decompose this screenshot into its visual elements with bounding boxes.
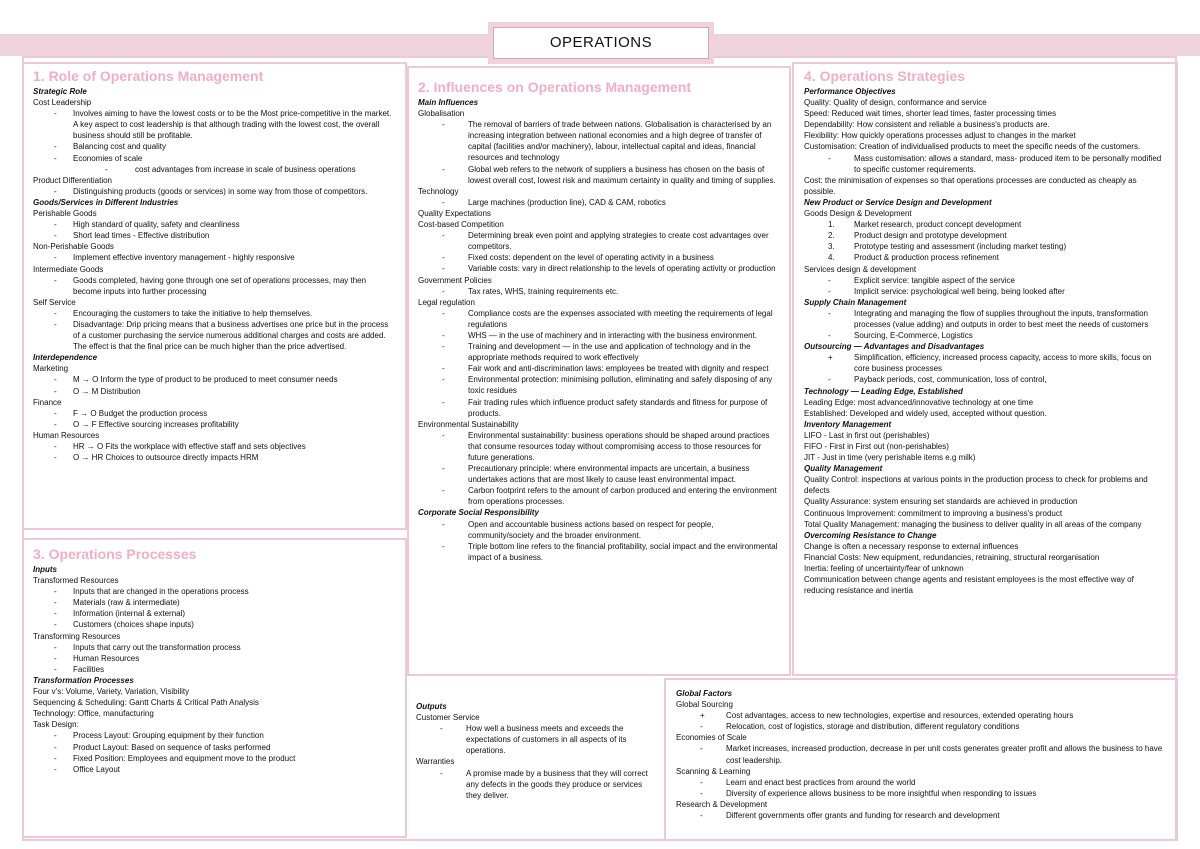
label: Customer Service [416, 713, 480, 723]
bullet: - A promise made by a business that they will correct any defects in the goods they produce or services they deliver. [440, 768, 648, 800]
label: Finance [33, 397, 62, 407]
bullet: - Facilities [54, 664, 105, 674]
bullet: - Process Layout: Grouping equipment by their function [54, 731, 264, 741]
text-line: Speed: Reduced wait times, shorter lead times, faster processing times [804, 109, 1057, 119]
bullet: - Distinguishing products (goods or services) in some way from those of competitors. [54, 186, 368, 196]
label: Services design & development [804, 264, 917, 274]
label: Goods Design & Development [804, 209, 912, 219]
bullet: - Sourcing, E-Commerce, Logistics [828, 331, 973, 341]
bullet: - Involves aiming to have the lowest costs or to be the Most price-competitive in the market. A key aspect to cost leadership is that although trading with the lowest cost, the overall business should still be profitable. [54, 109, 392, 141]
section-heading: 4. Operations Strategies [804, 68, 966, 84]
text-line: Change is often a necessary response to external influences [804, 541, 1019, 551]
section-heading: 3. Operations Processes [33, 546, 197, 562]
section-influences [407, 66, 791, 676]
bullet: - The removal of barriers of trade between nations. Globalisation is characterised by an increasing integration between national economies and a high degree of transfer of capital (facilities and/or machinery), labour, intellectual capital and ideas, financial resources and technology [442, 120, 772, 163]
text-line: Dependability: How consistent and reliable a business's products are. [804, 120, 1050, 130]
bullet: - Mass customisation: allows a standard, mass- produced item to be personally modified to specific customer requirements. [828, 153, 1162, 174]
subheading: Supply Chain Management [804, 297, 907, 307]
bullet: - Balancing cost and quality [54, 142, 166, 152]
subheading: Quality Management [804, 464, 883, 474]
bullet: - Different governments offer grants and funding for research and development [700, 811, 1000, 821]
bullet: - Fixed costs: dependent on the level of operating activity in a business [442, 253, 714, 263]
bullet: - How well a business meets and exceeds the expectations of customers in all aspects of its operations. [440, 724, 627, 756]
label: Research & Development [676, 799, 768, 809]
section-operations-strategies [792, 62, 1178, 676]
subheading: Goods/Services in Different Industries [33, 197, 179, 207]
label: Human Resources [33, 430, 100, 440]
numbered-item: 3. Prototype testing and assessment (including market testing) [828, 242, 1067, 252]
label: Warranties [416, 757, 455, 767]
subheading: Technology — Leading Edge, Established [804, 386, 963, 396]
bullet: - Inputs that carry out the transformation process [54, 642, 241, 652]
bullet: - Materials (raw & intermediate) [54, 598, 180, 608]
bullet: - Encouraging the customers to take the initiative to help themselves. [54, 308, 313, 318]
text-line: Inertia: feeling of uncertainty/fear of unknown [804, 564, 964, 574]
bullet: - Triple bottom line refers to the financial profitability, social impact and the environmental impact of a business. [442, 541, 778, 562]
bullet: - Environmental protection: minimising pollution, eliminating and safely disposing of any toxic residues [442, 375, 773, 396]
text-line: Four v's: Volume, Variety, Variation, Visibility [33, 687, 190, 697]
bullet: - Implicit service: psychological well being, being looked after [828, 286, 1065, 296]
label: Transforming Resources [33, 631, 121, 641]
text-line: Flexibility: How quickly operations processes adjust to changes in the market [804, 131, 1076, 141]
label: Transformed Resources [33, 576, 119, 586]
text-line: Continuous Improvement: commitment to improving a business's product [804, 508, 1063, 518]
subheading: Outputs [416, 702, 447, 711]
section-operations-processes [22, 538, 407, 838]
bullet: - Open and accountable business actions based on respect for people, community/society and the broader environment. [442, 519, 714, 540]
section-heading: 2. Influences on Operations Management [418, 79, 692, 95]
bullet: - Fair trading rules which influence product safety standards and fitness for purpose of products. [442, 397, 768, 418]
bullet: - O → F Effective sourcing increases profitability [54, 419, 239, 429]
bullet: - HR → O Fits the workplace with effective staff and sets objectives [54, 442, 306, 451]
subheading: Transformation Processes [33, 675, 134, 685]
label: Intermediate Goods [33, 264, 104, 274]
subheading: Interdependence [33, 353, 98, 363]
bullet: - Payback periods, cost, communication, loss of control, [828, 375, 1047, 385]
label: Global Sourcing [676, 700, 733, 710]
label: Task Design: [33, 720, 79, 730]
bullet: - Product Layout: Based on sequence of tasks performed [54, 742, 271, 752]
subheading: Outsourcing — Advantages and Disadvantages [804, 342, 985, 352]
bullet: - Learn and enact best practices from around the world [700, 777, 916, 787]
bullet: - Market increases, increased production, decrease in per unit costs generates greater profit and allows the business to have cost leadership. [700, 744, 1163, 765]
section-global-factors [664, 678, 1178, 841]
bullet: - M → O Inform the type of product to be produced to meet consumer needs [54, 375, 338, 385]
label: Government Policies [418, 275, 492, 285]
text-line: FIFO - First in First out (non-perishables) [804, 442, 949, 451]
section-heading: 1. Role of Operations Management [33, 68, 264, 84]
text-line: LIFO - Last in first out (perishables) [804, 430, 930, 440]
subheading: Main Influences [418, 98, 479, 107]
numbered-item: 2. Product design and prototype development [828, 231, 1007, 241]
bullet: - Tax rates, WHS, training requirements etc. [442, 286, 619, 296]
bullet: - Fixed Position: Employees and equipment move to the product [54, 753, 296, 763]
label: Technology [418, 186, 459, 196]
bullet: + Cost advantages, access to new technologies, expertise and resources, extended operating hours [700, 711, 1074, 721]
bullet: - Disadvantage: Drip pricing means that a business advertises one price but in the process of a customer purchasing the service numerous additional charges and costs are added. The effect is that the final price can be much higher than the price advertised. [54, 319, 389, 352]
bullet: - Economies of scale [54, 153, 143, 163]
label: Self Service [33, 297, 76, 307]
numbered-item: 4. Product & production process refinement [828, 253, 999, 263]
bullet: - Environmental sustainability: business operations should be shaped around practices that consume resources today without compromising access to those resources for future generations. [442, 430, 770, 462]
label: Environmental Sustainability [418, 419, 519, 429]
numbered-item: 1. Market research, product concept development [828, 220, 1022, 230]
subheading: Inventory Management [804, 419, 892, 429]
bullet: - Carbon footprint refers to the amount of carbon produced and entering the environment from operations processes. [442, 486, 777, 507]
text-line: Quality Assurance: system ensuring set standards are achieved in production [804, 497, 1078, 507]
bullet: - Inputs that are changed in the operations process [54, 587, 249, 597]
text-line: Established: Developed and widely used, accepted without question. [804, 408, 1047, 418]
label: Globalisation [418, 109, 465, 119]
bullet: - High standard of quality, safety and cleanliness [54, 220, 240, 230]
label: Scanning & Learning [676, 766, 751, 776]
bullet: - Integrating and managing the flow of supplies throughout the inputs, transformation processes (value adding) and outputs in order to best meet the needs of customers [828, 308, 1149, 329]
bullet: - Explicit service: tangible aspect of the service [828, 275, 1015, 285]
bullet: - Implement effective inventory management - highly responsive [54, 253, 295, 263]
label: Cost-based Competition [418, 220, 504, 230]
text-line: Technology: Office, manufacturing [33, 709, 154, 719]
bullet: - Determining break even point and applying strategies to create cost advantages over competitors. [442, 231, 769, 252]
bullet: - WHS — in the use of machinery and in interacting with the business environment. [442, 330, 758, 340]
bullet: - Large machines (production line), CAD & CAM, robotics [442, 197, 666, 207]
bullet: - Customers (choices shape inputs) [54, 620, 194, 630]
bullet: - Compliance costs are the expenses associated with meeting the requirements of legal regulations [442, 308, 773, 329]
subheading: Overcoming Resistance to Change [804, 530, 937, 540]
label: Quality Expectations [418, 208, 491, 218]
bullet: - Fair work and anti-discrimination laws: employees be treated with dignity and respect [442, 364, 769, 374]
text-line: Customisation: Creation of individualised products to meet the specific needs of the customers. [804, 142, 1141, 152]
subheading: Strategic Role [33, 87, 87, 96]
bullet: - Information (internal & external) [54, 609, 186, 619]
subheading: Global Factors [676, 689, 733, 698]
bullet: - Short lead times - Effective distribution [54, 231, 210, 241]
text-line: Sequencing & Scheduling: Gantt Charts & Critical Path Analysis [33, 698, 259, 708]
title-box [488, 22, 714, 64]
bullet: - Training and development — in the use and application of technology and in the appropriate methods required to work effectively [442, 342, 751, 363]
bullet: - O → HR Choices to outsource directly impacts HRM [54, 453, 259, 463]
text-line: Total Quality Management: managing the business to deliver quality in all areas of the company [804, 519, 1142, 529]
text-line: JIT - Just in time (very perishable items e.g milk) [804, 453, 976, 463]
bullet: - Human Resources [54, 653, 140, 663]
label: Non-Perishable Goods [33, 242, 114, 252]
label: Economies of Scale [676, 733, 747, 743]
subheading: Corporate Social Responsibility [418, 508, 539, 518]
bullet: - Variable costs: vary in direct relationship to the levels of operating activity or production [442, 264, 776, 274]
label: Perishable Goods [33, 209, 97, 219]
bullet: - Office Layout [54, 764, 120, 774]
bullet: - Goods completed, having gone through one set of operations processes, may then become inputs into further processing [54, 275, 367, 296]
text-line: Financial Costs: New equipment, redundancies, retraining, structural reorganisation [804, 552, 1100, 562]
label: Product Differentiation [33, 175, 113, 185]
subheading: Inputs [33, 565, 57, 574]
bullet: - Precautionary principle: where environmental impacts are uncertain, a business undertakes actions that are most likely to cause least environmental impact. [442, 464, 750, 485]
bullet: - F → O Budget the production process [54, 408, 208, 418]
subheading: Performance Objectives [804, 87, 896, 96]
text-line: Leading Edge: most advanced/innovative technology at one time [804, 397, 1034, 407]
section-role-of-operations [22, 62, 407, 530]
section-outputs [407, 701, 662, 821]
text-line: Quality: Quality of design, conformance and service [804, 98, 987, 108]
text-line: Cost: the minimisation of expenses so that operations processes are conducted as cheaply as possible. [804, 175, 1137, 196]
text-line: Communication between change agents and resistant employees is the most effective way of reducing resistance and inertia [804, 575, 1134, 596]
label: Marketing [33, 364, 69, 374]
label: Legal regulation [418, 297, 475, 307]
bullet: - Diversity of experience allows business to be more insightful when responding to issues [700, 788, 1037, 798]
bullet: - O → M Distribution [54, 386, 141, 396]
subheading: New Product or Service Design and Development [804, 197, 992, 207]
bullet: - Relocation, cost of logistics, storage and distribution, different regulatory conditions [700, 722, 1020, 732]
sub-bullet: - cost advantages from increase in scale of business operations [105, 164, 356, 174]
text-line: Quality Control: inspections at various points in the production process to check for problems and defects [804, 475, 1148, 496]
bullet: + Simplification, efficiency, increased process capacity, access to more skills, focus on core business processes [828, 353, 1152, 374]
label: Cost Leadership [33, 98, 92, 108]
bullet: - Global web refers to the network of suppliers a business has chosen on the basis of lowest overall cost, lowest risk and maximum certainty in quality and timing of supplies. [442, 164, 776, 185]
page-title: OPERATIONS [493, 27, 709, 59]
